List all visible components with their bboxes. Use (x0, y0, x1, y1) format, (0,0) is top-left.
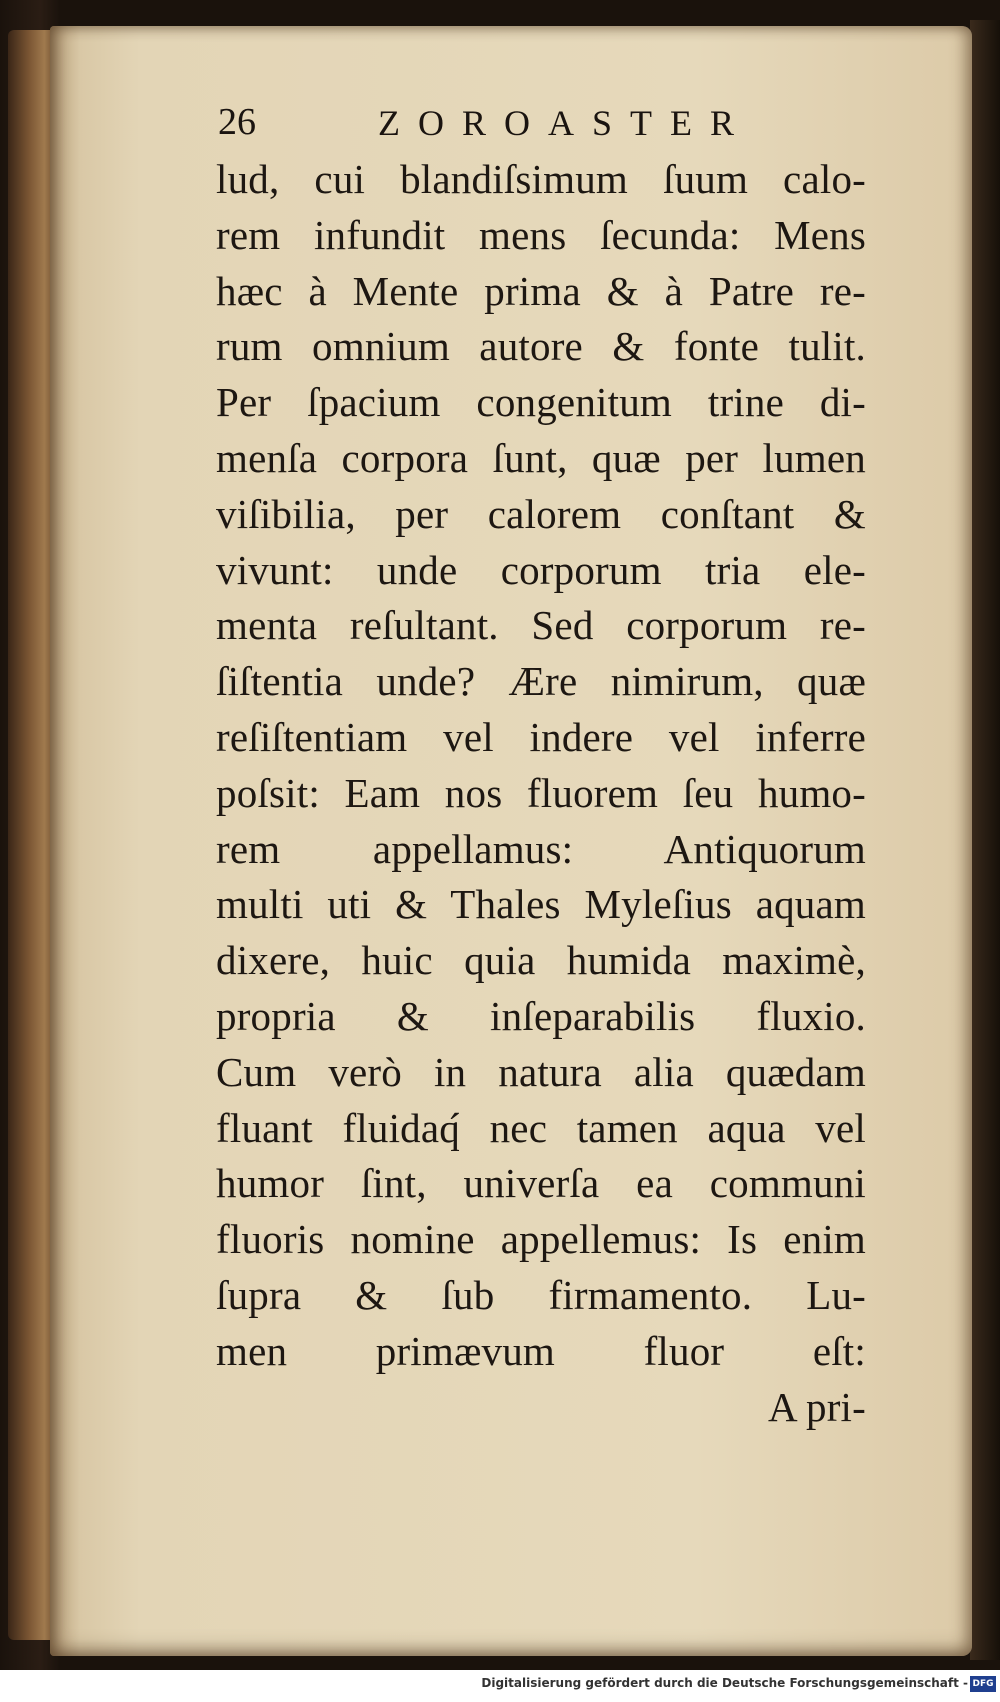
text-line: menta reſultant. Sed corporum re- (216, 602, 866, 649)
text-line: menſa corpora ſunt, quæ per lumen (216, 434, 866, 481)
text-line: men primævum fluor eſt: (216, 1327, 866, 1374)
text-line: viſibilia, per calorem conſtant & (216, 490, 866, 537)
text-line: multi uti & Thales Myleſius aquam (216, 881, 866, 928)
text-block (216, 152, 866, 1435)
text-line: rem infundit mens ſecunda: Mens (216, 211, 866, 258)
text-line: lud, cui blandiſsimum ſuum calo- (216, 156, 866, 202)
text-line: ſiſtentia unde? Ære nimirum, quæ (216, 658, 866, 705)
footer-bar (0, 1670, 1000, 1702)
text-line: humor ſint, univerſa ea communi (216, 1160, 866, 1207)
running-head (218, 100, 753, 160)
text-line: propria & inſeparabilis fluxio. (216, 992, 866, 1039)
text-line: hæc à Mente prima & à Patre re- (216, 267, 866, 314)
funding-credit: Digitalisierung gefördert durch die Deutsche Forschungsgemeinschaft - (481, 1676, 968, 1690)
text-line: dixere, huic quia humida maximè, (216, 937, 866, 984)
text-line: rum omnium autore & fonte tulit. (216, 323, 866, 370)
text-line: fluant fluidaq́ nec tamen aqua vel (216, 1104, 866, 1151)
text-line: Per ſpacium congenitum trine di- (216, 379, 866, 426)
running-title: ZOROASTER (378, 103, 753, 143)
page-number: 26 (218, 101, 256, 143)
dfg-logo: DFG (970, 1676, 996, 1692)
text-line: ſupra & ſub firmamento. Lu- (216, 1271, 866, 1318)
book-right-edge (970, 20, 1000, 1660)
text-line: rem appellamus: Antiquorum (216, 825, 866, 872)
text-line: Cum verò in natura alia quædam (216, 1048, 866, 1095)
catchword: A pri- (768, 1383, 866, 1430)
text-line: fluoris nomine appellemus: Is enim (216, 1216, 866, 1263)
text-line: poſsit: Eam nos fluorem ſeu humo- (216, 769, 866, 816)
text-line: vivunt: unde corporum tria ele- (216, 546, 866, 593)
text-line: reſiſtentiam vel indere vel inferre (216, 713, 866, 760)
